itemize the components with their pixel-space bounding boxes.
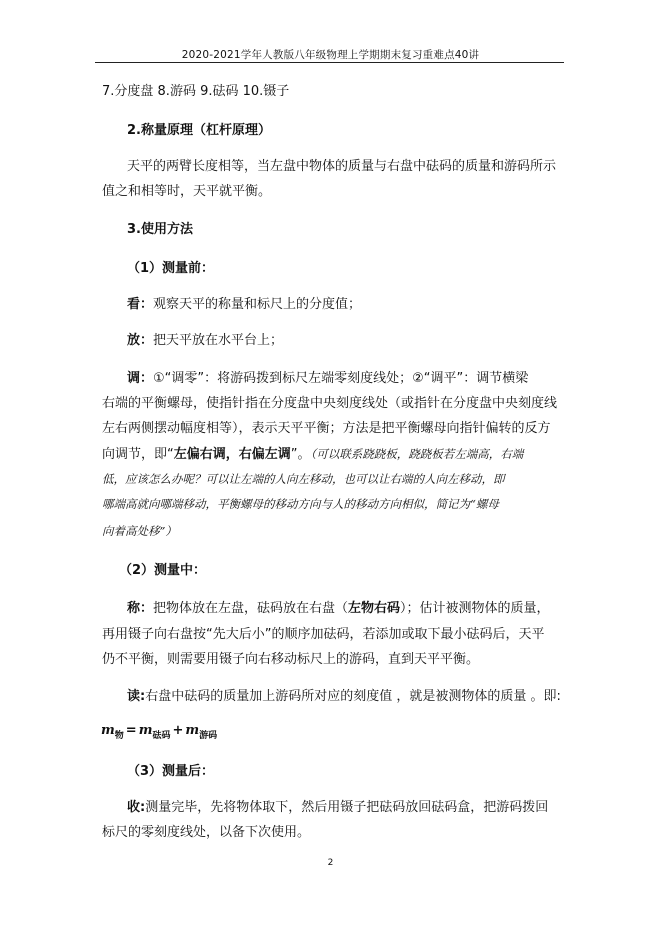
read-step: [127, 689, 561, 705]
collect-step-line-2: 标尺的零刻度线处，以备下次使用。: [102, 825, 311, 840]
weigh-text-1c: ）；估计被测物体的质量，: [400, 601, 550, 616]
formula-m1: m: [101, 723, 115, 738]
formula-plus: +: [172, 723, 184, 738]
adjust-text-4a: 向调节，即“: [102, 447, 174, 462]
weigh-label: 称：: [127, 601, 154, 616]
parts-list: 7.分度盘 8.游码 9.砝码 10.镊子: [102, 84, 290, 99]
principle-line-2: 值之和相等时，天平就平衡。: [102, 184, 272, 199]
adjust-text-1: ①“调零”：将游码拨到标尺左端零刻度线处；②“调平”：调节横梁: [153, 371, 529, 386]
put-label: 放：: [127, 333, 154, 348]
page-number: 2: [327, 858, 334, 868]
formula-sub-rider: 游码: [199, 731, 218, 741]
formula-m3: m: [185, 723, 200, 738]
look-label: 看：: [127, 297, 154, 312]
put-step: [127, 333, 283, 349]
subheading-before: （1）测量前：: [127, 261, 215, 276]
adjust-note-start: （可以联系跷跷板，跷跷板若左端高，右端: [310, 447, 524, 461]
look-step: [127, 297, 361, 313]
principle-line-1: 天平的两臂长度相等，当左盘中物体的质量与右盘中砝码的质量和游码所示: [127, 159, 557, 174]
subheading-during: （2）测量中：: [119, 563, 207, 578]
weigh-text-1a: 把物体放在左盘，砝码放在右盘（: [153, 601, 349, 616]
adjust-step-line-2: 右端的平衡螺母，使指针指在分度盘中央刻度线处（或指针在分度盘中央刻度线: [102, 396, 558, 411]
put-text: 把天平放在水平台上；: [153, 333, 284, 348]
header-divider: [95, 62, 564, 63]
adjust-step-line-3: 左右两侧摆动幅度相等），表示天平平衡；方法是把平衡螺母向指针偏转的反方: [102, 421, 551, 436]
adjust-text-4c: ”。: [290, 447, 311, 462]
weigh-step-line-2: 再用镊子向右盘按“先大后小”的顺序加砝码，若添加或取下最小砝码后，天平: [102, 627, 545, 642]
weigh-step-line-3: 仍不平衡，则需要用镊子向右移动标尺上的游码，直到天平平衡。: [102, 652, 480, 667]
adjust-step-line-4: [102, 446, 523, 463]
page-header: 2020-2021学年人教版八年级物理上学期期末复习重难点40讲: [181, 49, 480, 61]
read-label: 读:: [127, 689, 146, 704]
formula-m2: m: [138, 723, 153, 738]
adjust-note-line-6: 哪端高就向哪端移动，平衡螺母的移动方向与人的移动方向相似，简记为“螺母: [102, 497, 499, 511]
collect-text-1: 测量完毕，先将物体取下，然后用镊子把砝码放回砝码盒，把游码拨回: [145, 800, 549, 815]
section-heading-usage: 3.使用方法: [127, 222, 193, 237]
formula-sub-weights: 砝码: [152, 731, 171, 741]
weigh-rule: 左物右码: [348, 601, 401, 616]
collect-label: 收:: [127, 800, 146, 815]
adjust-step-line-1: [127, 371, 528, 387]
collect-step-line-1: [127, 800, 548, 816]
mass-formula: [101, 723, 217, 741]
formula-equals: =: [125, 723, 137, 738]
adjust-note-line-5: 低，应该怎么办呢？可以让左端的人向左移动，也可以让右端的人向左移动，即: [102, 472, 505, 486]
weigh-step-line-1: [127, 601, 550, 617]
subheading-after: （3）测量后：: [127, 764, 215, 779]
adjust-label: 调：: [127, 371, 154, 386]
formula-sub-object: 物: [114, 731, 124, 741]
adjust-note-line-7: 向着高处移”）: [102, 524, 177, 538]
section-heading-principle: 2.称量原理（杠杆原理）: [127, 123, 271, 138]
adjust-rule: 左偏右调，右偏左调: [173, 447, 291, 462]
look-text: 观察天平的称量和标尺上的分度值；: [153, 297, 362, 312]
read-text: 右盘中砝码的质量加上游码所对应的刻度值 ，就是被测物体的质量 。即:: [145, 689, 561, 704]
